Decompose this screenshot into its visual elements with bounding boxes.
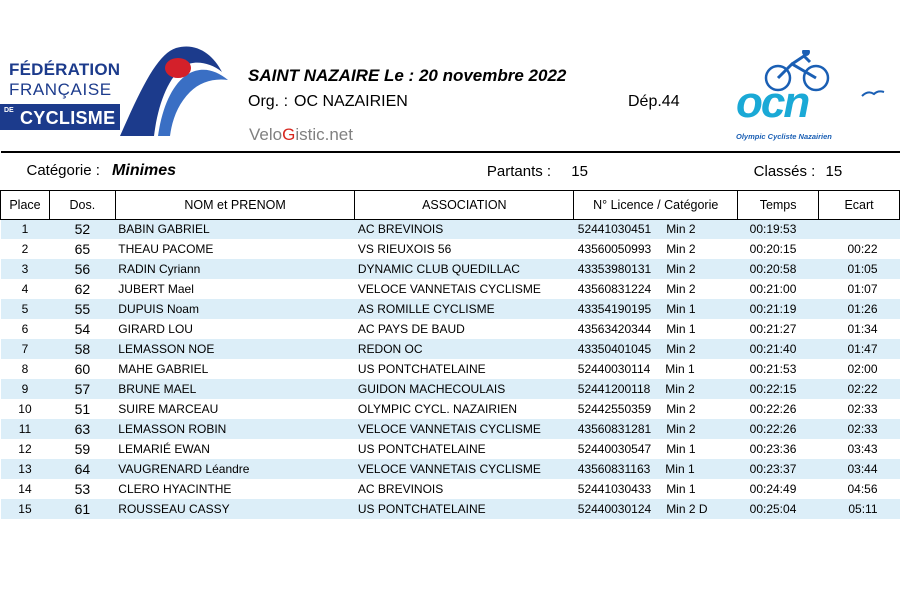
row-licence-number: 43560050993 [577,242,652,256]
row-licence [574,459,738,479]
category-label: Catégorie : [26,162,100,180]
row-category: Min 2 [666,242,696,256]
table-row [1,359,900,379]
table-row [1,379,900,399]
row-bib: 60 [74,361,91,377]
row-gap: 01:26 [819,299,900,319]
row-gap: 03:43 [847,442,878,456]
row-place: 11 [1,419,50,439]
row-rider-name: JUBERT Mael [118,282,194,296]
row-rider-name: THEAU PACOME [118,242,214,256]
table-row [1,399,900,419]
row-association: US PONTCHATELAINE [357,362,486,376]
row-bib: 58 [49,339,115,359]
row-licence [574,219,738,239]
ocn-logo-subtitle: Olympic Cycliste Nazairien [736,132,832,141]
table-row [1,259,900,279]
row-association: US PONTCHATELAINE [357,442,486,456]
row-licence-number: 52440030114 [577,362,651,376]
row-rider-name: DUPUIS Noam [115,299,355,319]
row-association: VS RIEUXOIS 56 [357,242,452,256]
row-gap: 02:33 [819,419,900,439]
row-licence-number: 43563420344 [577,322,652,336]
row-bib: 52 [49,219,115,239]
row-time: 00:19:53 [738,219,819,239]
row-time: 00:22:15 [738,379,819,399]
row-licence-number: 52440030547 [577,442,652,456]
row-rider-name: LEMARIÉ EWAN [118,442,210,456]
category-row [1,152,900,190]
ocn-logo [730,50,890,150]
row-time: 00:21:40 [738,339,819,359]
row-place: 10 [18,402,32,416]
row-licence-number: 43350401045 [577,342,652,356]
row-rider-name: VAUGRENARD Léandre [115,459,355,479]
row-association: AC PAYS DE BAUD [357,322,465,336]
row-bib: 64 [49,459,115,479]
row-place: 14 [18,482,32,496]
row-licence-number: 52440030124 [577,502,652,516]
row-time: 00:22:26 [749,402,797,416]
row-bib: 56 [49,259,115,279]
row-licence [574,299,738,319]
row-bib: 57 [49,379,115,399]
classes-cell [738,152,900,190]
row-category: Min 1 [666,302,696,316]
organizer-name: OC NAZAIRIEN [294,93,408,110]
row-licence [574,239,738,259]
row-gap: 04:56 [847,482,878,496]
row-licence-number: 43560831281 [577,422,652,436]
partants-cell [355,152,738,190]
row-gap: 02:22 [819,379,900,399]
row-place: 12 [18,442,32,456]
row-place: 1 [1,219,50,239]
row-place: 5 [1,299,50,319]
row-place: 7 [1,339,50,359]
row-category: Min 2 [665,382,695,396]
col-header-name: NOM et PRENOM [115,190,355,219]
row-licence-number: 52441030451 [577,222,652,237]
row-licence [574,359,738,379]
row-category: Min 2 [666,402,696,416]
row-association: VELOCE VANNETAIS CYCLISME [355,459,574,479]
ffc-logo-de: DE [4,107,14,114]
row-category: Min 2 [666,222,696,237]
row-rider-name: LEMASSON NOE [115,339,355,359]
brand-part-b: G [282,125,296,144]
row-time: 00:23:36 [749,442,797,456]
row-time: 00:21:53 [749,362,797,376]
row-association: GUIDON MACHECOULAIS [355,379,574,399]
row-time: 00:24:49 [749,482,797,496]
row-gap: 01:47 [819,339,900,359]
partants-label: Partants : [486,162,552,180]
ffc-logo-line3: CYCLISME [20,108,116,128]
row-association: VELOCE VANNETAIS CYCLISME [355,419,574,439]
row-association: REDON OC [355,339,574,359]
row-rider-name: LEMASSON ROBIN [115,419,355,439]
category-cell [1,152,355,190]
column-headers [1,190,900,219]
row-place: 8 [21,362,29,376]
row-gap [819,219,900,239]
col-header-time: Temps [738,190,819,219]
row-category: Min 1 [666,482,696,496]
table-row [1,419,900,439]
table-row [1,439,900,459]
table-row [1,279,900,299]
row-gap: 01:07 [847,282,878,296]
row-association: US PONTCHATELAINE [355,499,574,519]
row-rider-name: BRUNE MAEL [115,379,355,399]
row-licence-number: 43354190195 [577,302,652,316]
row-licence-number: 52441030433 [577,482,652,496]
row-place: 2 [21,242,29,256]
row-category: Min 1 [665,362,695,376]
row-licence [574,419,738,439]
row-rider-name: MAHE GABRIEL [118,362,209,376]
row-bib: 59 [74,441,91,457]
col-header-association: ASSOCIATION [355,190,574,219]
row-rider-name: ROUSSEAU CASSY [115,499,355,519]
ffc-logo [0,42,235,142]
row-place: 9 [1,379,50,399]
row-licence-number: 43353980131 [577,262,652,276]
row-time: 00:25:04 [738,499,819,519]
table-row [1,299,900,319]
row-licence-number: 43560831224 [577,282,652,296]
row-licence [574,379,738,399]
row-category: Min 2 [666,262,696,276]
row-licence [574,439,738,459]
table-row [1,339,900,359]
row-licence-number: 52441200118 [577,382,651,396]
row-place: 15 [1,499,50,519]
row-place: 6 [21,322,29,336]
partants-value: 15 [571,162,588,180]
row-time: 00:20:58 [738,259,819,279]
row-association: VELOCE VANNETAIS CYCLISME [357,282,541,296]
col-header-gap: Ecart [819,190,900,219]
row-rider-name: GIRARD LOU [118,322,193,336]
row-time: 00:23:37 [738,459,819,479]
row-gap: 02:33 [847,402,878,416]
brand-part-a: Velo [249,125,283,144]
row-bib: 55 [49,299,115,319]
organizer-label: Org. : [248,93,289,110]
row-time: 00:21:19 [738,299,819,319]
row-rider-name: RADIN Cyriann [115,259,355,279]
row-place: 13 [1,459,50,479]
classes-label: Classés : [753,162,816,180]
row-rider-name: SUIRE MARCEAU [118,402,219,416]
row-licence [574,399,738,419]
row-time: 00:21:27 [749,322,797,336]
row-association: AC BREVINOIS [357,482,444,496]
row-licence-number: 52442550359 [577,402,652,416]
row-gap: 03:44 [819,459,900,479]
row-time: 00:22:26 [738,419,819,439]
ffc-logo-line2: FRANÇAISE [9,80,112,99]
row-association: DYNAMIC CLUB QUEDILLAC [355,259,574,279]
row-licence [574,259,738,279]
row-bib: 63 [49,419,115,439]
row-category: Min 2 [666,282,696,296]
row-gap: 01:05 [819,259,900,279]
row-category: Min 2 D [666,502,708,516]
row-licence [574,499,738,519]
row-bib: 65 [74,241,91,257]
row-association: AS ROMILLE CYCLISME [355,299,574,319]
row-licence [574,339,738,359]
ocn-logo-word: ocn [736,78,809,127]
row-time: 00:20:15 [749,242,797,256]
row-gap: 01:34 [847,322,878,336]
table-row [1,479,900,499]
col-header-licence: N° Licence / Catégorie [574,190,738,219]
row-gap: 05:11 [819,499,900,519]
row-place: 4 [21,282,29,296]
row-bib: 51 [74,401,91,417]
row-association: AC BREVINOIS [355,219,574,239]
row-gap: 02:00 [847,362,878,376]
row-place: 3 [1,259,50,279]
row-association: OLYMPIC CYCL. NAZAIRIEN [357,402,518,416]
row-category: Min 1 [665,462,695,476]
classes-value: 15 [825,162,843,180]
row-licence [574,279,738,299]
event-title: SAINT NAZAIRE Le : 20 novembre 2022 [248,66,567,85]
row-rider-name: CLERO HYACINTHE [118,482,232,496]
ffc-logo-line1: FÉDÉRATION [9,60,121,79]
row-time: 00:21:00 [749,282,797,296]
row-licence [574,479,738,499]
row-category: Min 2 [666,342,696,356]
col-header-dos: Dos. [49,190,115,219]
row-category: Min 1 [666,322,696,336]
category-value: Minimes [112,162,177,180]
row-bib: 54 [74,321,91,337]
row-bib: 62 [74,281,91,297]
table-row [1,219,900,239]
brand-part-c: istic.net [295,125,353,144]
table-row [1,319,900,339]
ffc-swoosh-icon [118,44,233,142]
row-gap: 00:22 [847,242,878,256]
table-row [1,459,900,479]
row-licence [574,319,738,339]
row-licence-number: 43560831163 [577,462,651,476]
row-category: Min 2 [666,422,696,436]
organizer [248,93,408,111]
row-category: Min 1 [666,442,696,456]
table-row [1,239,900,259]
row-bib: 53 [74,481,91,497]
col-header-place: Place [1,190,50,219]
row-rider-name: BABIN GABRIEL [115,219,355,239]
row-bib: 61 [49,499,115,519]
results-table [0,151,900,519]
velogistic-brand [249,125,353,145]
department: Dép.44 [628,93,680,110]
table-row [1,499,900,519]
